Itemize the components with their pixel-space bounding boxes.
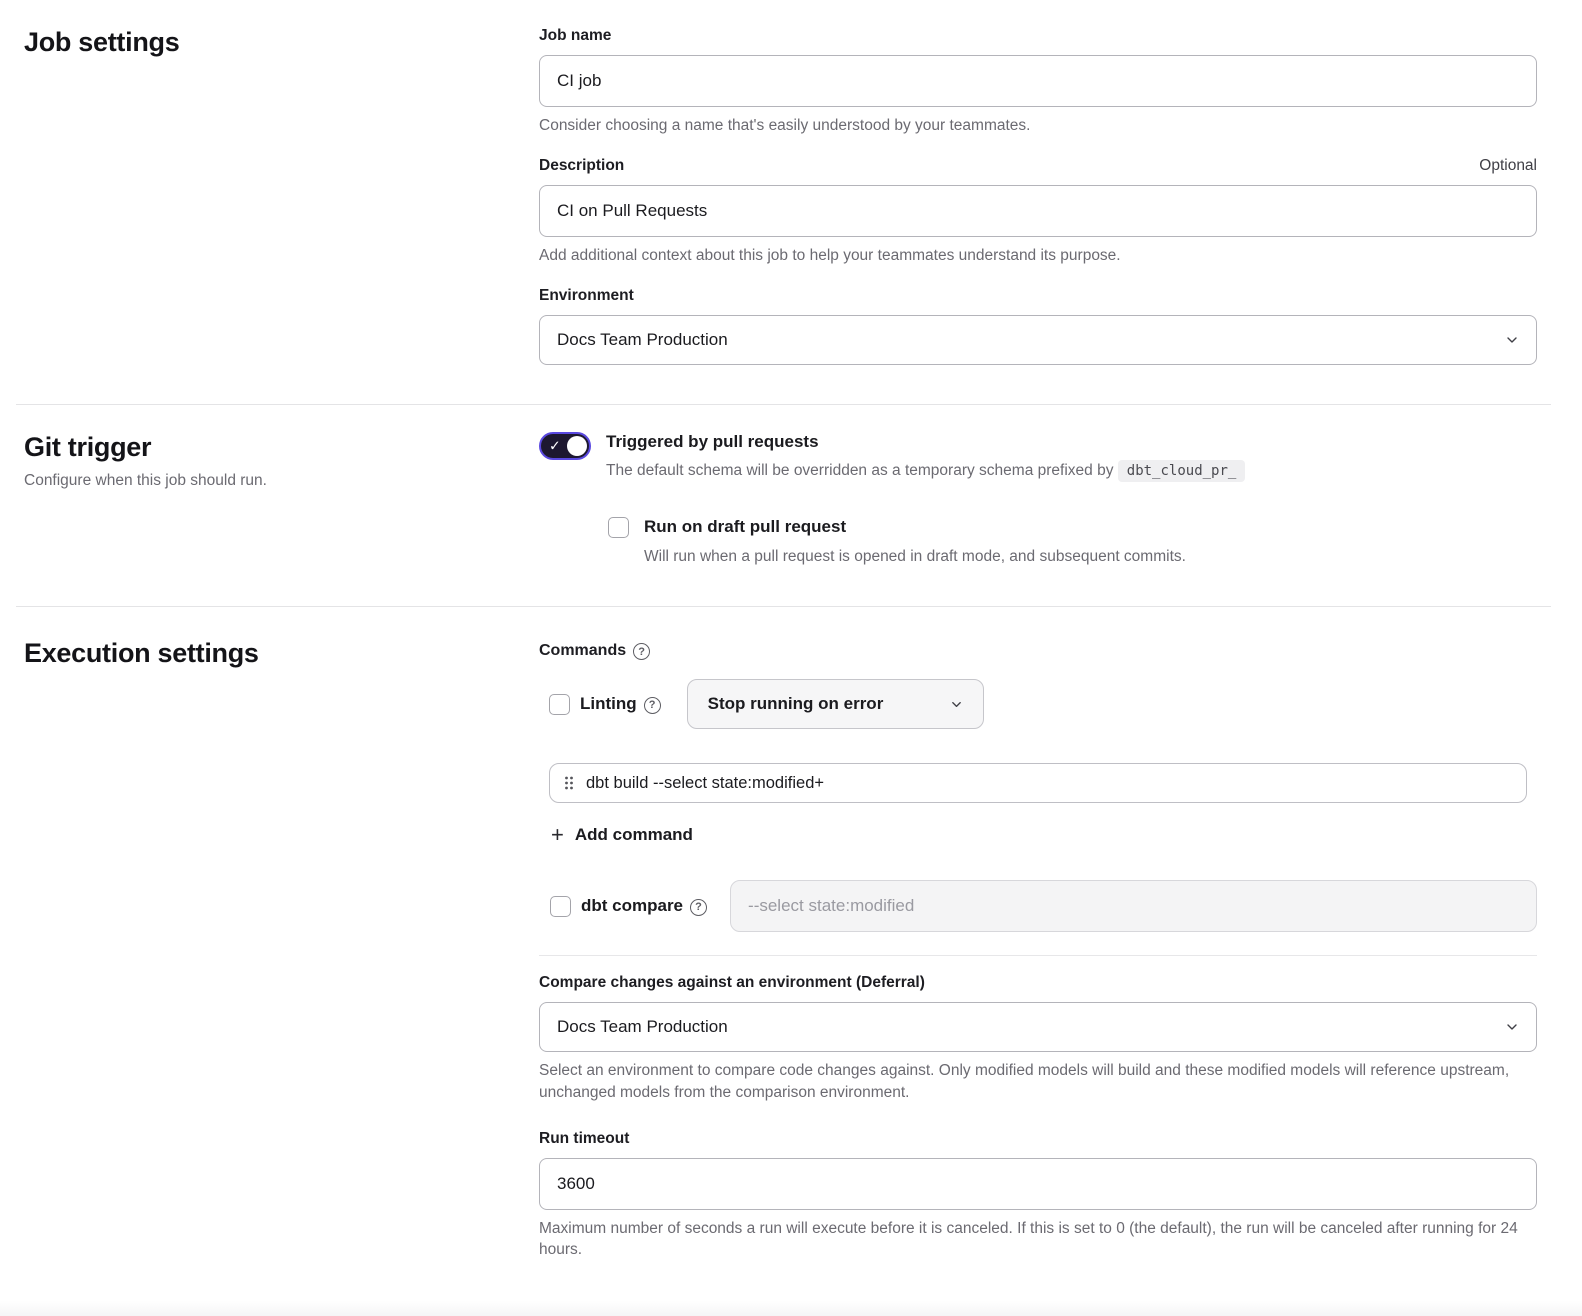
commands-label: Commands: [539, 641, 627, 659]
deferral-select-value: Docs Team Production: [557, 1017, 728, 1037]
run-timeout-label: Run timeout: [539, 1130, 630, 1147]
job-settings-section: [0, 0, 1582, 404]
execution-settings-heading: Execution settings: [24, 638, 259, 669]
git-trigger-heading: Git trigger: [24, 431, 152, 462]
environment-select[interactable]: [539, 315, 1537, 365]
pr-trigger-helper: [606, 460, 1245, 482]
job-name-helper: Consider choosing a name that's easily understood by your teammates.: [539, 116, 1031, 134]
description-optional-tag: Optional: [1479, 157, 1537, 175]
run-timeout-helper: Maximum number of seconds a run will execute before it is canceled. If this is set to 0 (the default), the run will be canceled after running for 24 hours.: [539, 1219, 1518, 1259]
deferral-label: Compare changes against an environment (Deferral): [539, 974, 925, 992]
commands-help-icon[interactable]: ?: [633, 643, 650, 660]
command-row: [549, 763, 1527, 803]
description-input[interactable]: [539, 185, 1537, 237]
linting-mode-select[interactable]: [687, 679, 984, 729]
environment-select-value: Docs Team Production: [557, 329, 728, 349]
draft-pr-helper: Will run when a pull request is opened in draft mode, and subsequent commits.: [644, 547, 1186, 565]
job-settings-heading: Job settings: [24, 27, 180, 57]
add-command-label: Add command: [574, 825, 693, 845]
job-name-input[interactable]: [539, 55, 1537, 107]
description-helper: Add additional context about this job to help your teammates understand its purpose.: [539, 247, 1121, 265]
git-trigger-section: [0, 405, 1582, 607]
environment-label: Environment: [539, 286, 634, 304]
bottom-edge-band: [0, 1301, 1582, 1316]
pr-trigger-helper-text: The default schema will be overridden as a temporary schema prefixed by: [606, 462, 1114, 480]
draft-pr-label: Run on draft pull request: [644, 516, 847, 536]
description-label: Description: [539, 157, 625, 175]
chevron-down-icon: [1505, 1020, 1519, 1034]
deferral-helper: Select an environment to compare code changes against. Only modified models will build and these modified models will reference upstream, unchanged models from the comparison environment.: [539, 1062, 1510, 1101]
pr-trigger-toggle[interactable]: [539, 432, 591, 460]
git-trigger-subheading: Configure when this job should run.: [24, 471, 267, 489]
run-timeout-input[interactable]: [539, 1158, 1537, 1210]
linting-label: Linting: [580, 693, 637, 713]
toggle-knob: [567, 436, 587, 456]
dbt-compare-label: dbt compare: [581, 895, 684, 915]
add-command-button[interactable]: [551, 824, 693, 846]
linting-checkbox[interactable]: [549, 694, 570, 715]
job-name-label: Job name: [539, 27, 612, 44]
linting-help-icon[interactable]: ?: [644, 697, 661, 714]
deferral-select[interactable]: [539, 1002, 1537, 1052]
drag-handle-icon[interactable]: [564, 775, 574, 791]
pr-trigger-label: Triggered by pull requests: [606, 431, 819, 451]
execution-settings-section: [0, 607, 1582, 1315]
linting-mode-value: Stop running on error: [707, 694, 884, 714]
toggle-check-icon: ✓: [549, 437, 561, 454]
chevron-down-icon: [1505, 333, 1519, 347]
dbt-compare-help-icon[interactable]: ?: [690, 899, 707, 916]
dbt-compare-checkbox[interactable]: [550, 896, 571, 917]
draft-pr-checkbox[interactable]: [608, 517, 629, 538]
chevron-down-icon: [950, 698, 963, 711]
column-divider: [539, 955, 1537, 956]
command-input[interactable]: [586, 774, 1512, 793]
plus-icon: +: [551, 822, 564, 848]
dbt-compare-input[interactable]: [730, 880, 1537, 932]
schema-prefix-code: dbt_cloud_pr_: [1118, 460, 1246, 482]
